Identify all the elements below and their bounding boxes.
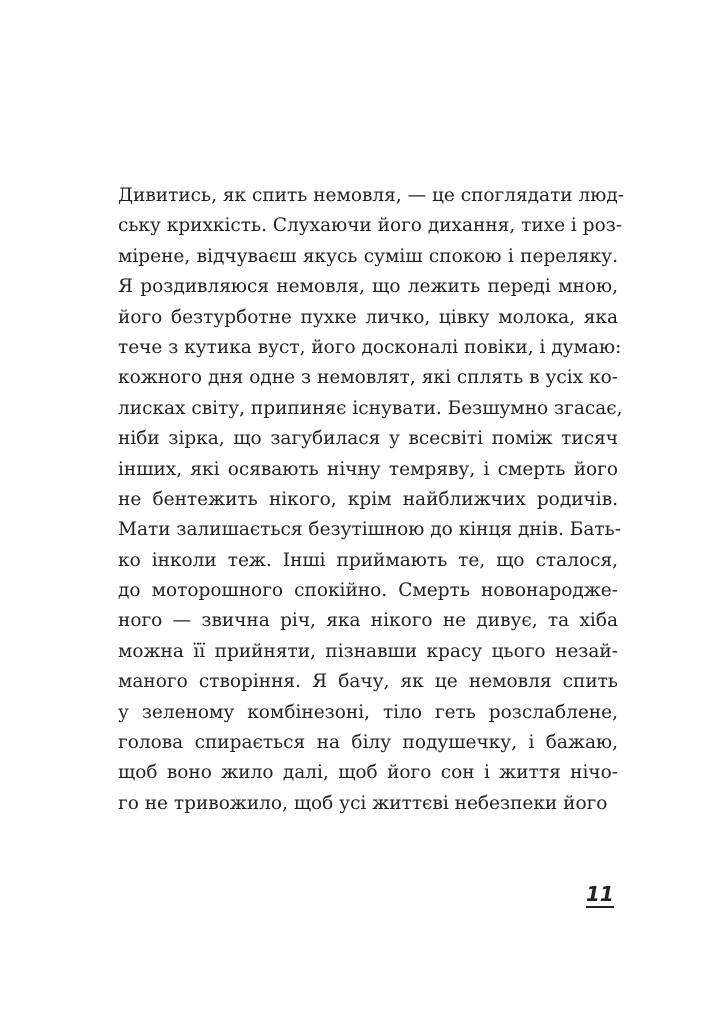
text-line: голова спирається на білу подушечку, і бажаю, [118, 732, 618, 754]
text-line: тече з кутика вуст, його досконалі повіки, і думаю: [118, 336, 622, 358]
text-line: не бентежить нікого, крім найближчих родичів. [118, 488, 618, 510]
text-line: лисках світу, припиняє існувати. Безшумно згасає, [118, 397, 623, 419]
text-line: інших, які осявають нічну темряву, і смерть його [118, 458, 618, 480]
text-line: Дивитись, як спить немовля, — це споглядати люд- [118, 185, 625, 206]
text-line: Я роздивляюся немовля, що лежить переді мною, [118, 276, 618, 298]
text-line: ко інколи теж. Інші приймають те, що сталося, [118, 549, 618, 571]
text-line: щоб воно жило далі, щоб його сон і життя нічо- [118, 762, 618, 784]
text-line: до моторошного спокійно. Смерть новонароджe- [118, 580, 618, 602]
text-line: маного створіння. Я бачу, як це немовля спить [118, 671, 618, 693]
page-number: 11 [586, 882, 614, 906]
text-line: ного — звична річ, яка нікого не дивує, та хіба [118, 610, 618, 632]
text-line: можна її прийняти, пізнавши красу цього незай- [118, 640, 618, 662]
text-line: ніби зірка, що загубилася у всесвіті поміж тисяч [118, 428, 618, 450]
text-line: його безтурботне пухке личко, цівку молока, яка [118, 306, 618, 328]
text-line: Мати залишається безутішною до кінця днів. Бать- [118, 519, 621, 541]
text-line: го не тривожило, щоб усі життєві небезпеки його [118, 792, 608, 814]
body-text [118, 181, 625, 819]
text-line: мірене, відчуваєш якусь суміш спокою і переляку. [118, 245, 618, 267]
text-line: у зеленому комбінезоні, тіло геть розслаблене, [118, 701, 618, 723]
text-line: кожного дня одне з немовлят, які сплять в усіх ко- [118, 367, 618, 389]
text-line: ську крихкість. Слухаючи його дихання, тихе і роз- [118, 215, 623, 237]
